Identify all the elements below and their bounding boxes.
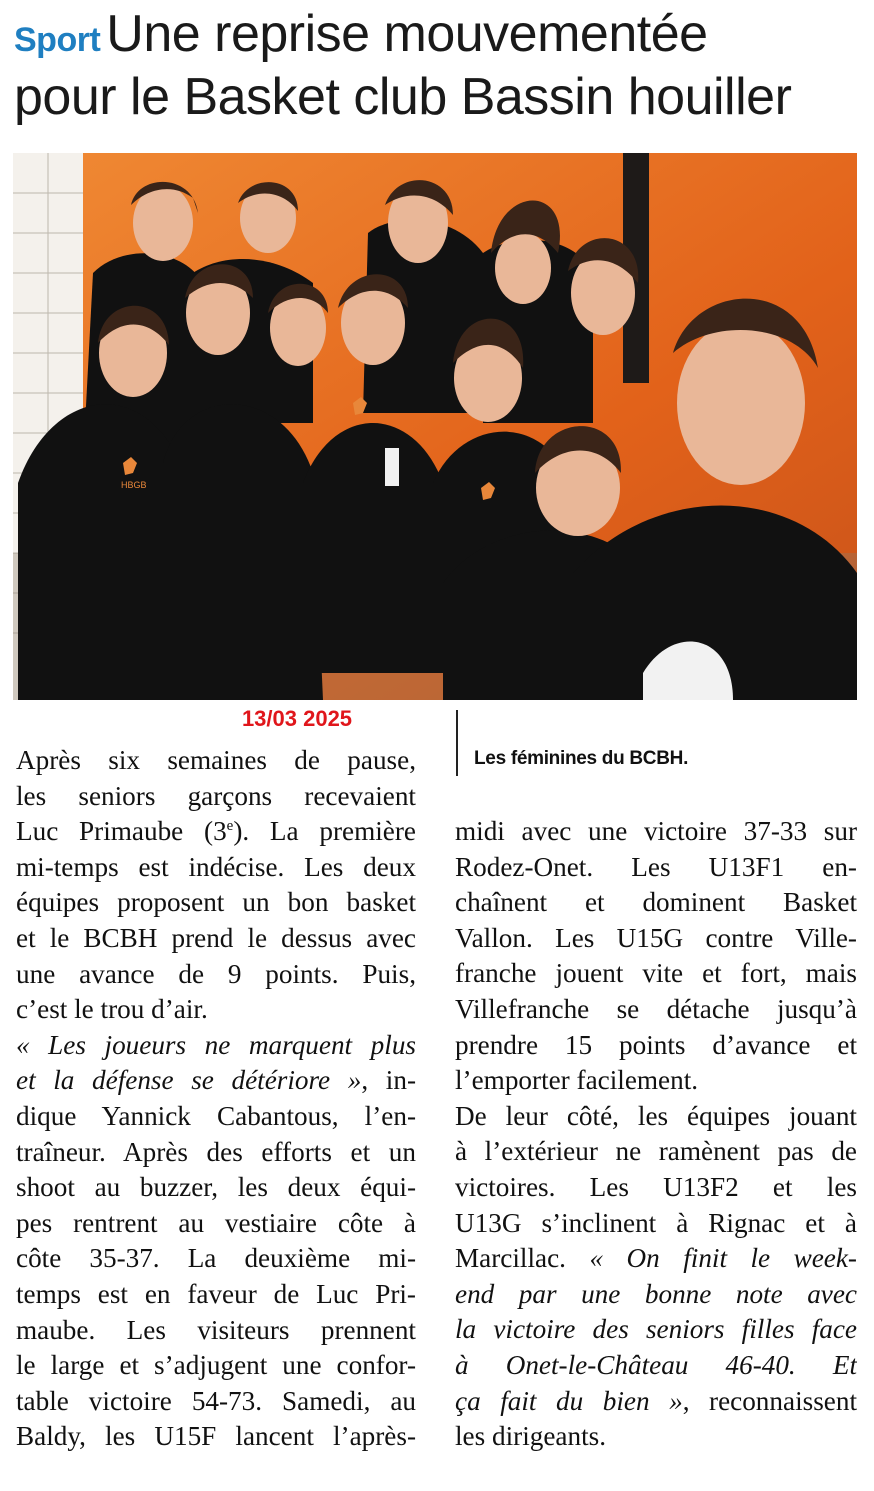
- article-quote: « Les joueurs ne marquent plus: [16, 1029, 416, 1060]
- article-quote: end par une bonne note avec: [455, 1278, 857, 1309]
- article-line: [16, 1206, 416, 1242]
- article-line: [16, 1063, 416, 1099]
- article-text: Baldy, les U15F lancent l’après-: [16, 1421, 416, 1452]
- article-text: le large et s’adjugent une confor-: [16, 1350, 416, 1381]
- article-line: [455, 1099, 857, 1135]
- article-text: midi avec une victoire 37-33 sur: [455, 816, 857, 846]
- article-line: [455, 814, 857, 850]
- date-stamp: 13/03 2025: [241, 706, 353, 731]
- article-line: [16, 814, 416, 850]
- article-text: Marcillac.: [455, 1243, 590, 1274]
- article-line: [16, 1099, 416, 1135]
- article-line: [16, 1419, 416, 1455]
- article-text: Luc Primaube (3: [16, 816, 227, 847]
- article-quote: à Onet-le-Château 46-40. Et: [455, 1349, 857, 1380]
- article-text: Après six semaines de pause,: [16, 745, 416, 775]
- article-text: prendre 15 points d’avance et: [455, 1029, 857, 1060]
- article-line: [16, 743, 416, 779]
- article-text: pes rentrent au vestiaire côte à: [16, 1207, 416, 1238]
- article-line: [455, 956, 857, 992]
- article-text: , in-: [361, 1065, 416, 1096]
- article-text: à l’extérieur ne ramènent pas de: [455, 1136, 857, 1167]
- article-text: shoot au buzzer, les deux équi-: [16, 1172, 416, 1203]
- article-line: [455, 1134, 857, 1170]
- article-line: [16, 885, 416, 921]
- article-line: [455, 1312, 857, 1348]
- article-line: [16, 921, 416, 957]
- section-label: Sport: [14, 21, 101, 59]
- article-text: Vallon. Les U15G contre Ville-: [455, 922, 857, 953]
- article-quote: « On finit le week-: [589, 1243, 857, 1274]
- article-line: [455, 1384, 857, 1420]
- article-line: [16, 1241, 416, 1277]
- article-line: [16, 1170, 416, 1206]
- article-line: [16, 1348, 416, 1384]
- article-line: [455, 1277, 857, 1313]
- article-line: [16, 1028, 416, 1064]
- article-line: [16, 992, 416, 1028]
- article-text: l’emporter facilement.: [455, 1065, 699, 1096]
- article-line: [455, 992, 857, 1028]
- caption-divider: [456, 710, 458, 776]
- article-text: mi-temps est indécise. Les deux: [16, 851, 416, 882]
- article-text: temps est en faveur de Luc Pri-: [16, 1278, 416, 1309]
- article-text: dique Yannick Cabantous, l’en-: [16, 1100, 416, 1131]
- article-text: maube. Les visiteurs prennent: [16, 1314, 416, 1345]
- article-quote: et la défense se détériore »: [16, 1065, 362, 1096]
- article-line: [455, 1028, 857, 1064]
- article-text: table victoire 54-73. Samedi, au: [16, 1385, 416, 1416]
- article-text: , reconnaissent: [682, 1385, 857, 1416]
- article-text: Rodez-Onet. Les U13F1 en-: [455, 851, 857, 882]
- article-text: c’est le trou d’air.: [16, 994, 208, 1025]
- article-quote: ça fait du bien »: [455, 1385, 683, 1416]
- team-photo: [13, 153, 857, 700]
- article-line: [455, 885, 857, 921]
- article-line: [455, 1348, 857, 1384]
- team-photo-illustration: [13, 153, 857, 700]
- article-line: [16, 1277, 416, 1313]
- article-text: ). La première: [233, 816, 416, 847]
- article-line: [455, 1063, 857, 1099]
- photo-caption: Les féminines du BCBH.: [474, 748, 689, 769]
- article-text: U13G s’inclinent à Rignac et à: [455, 1207, 857, 1238]
- article-text: équipes proposent un bon basket: [16, 887, 416, 918]
- article-text: les dirigeants.: [455, 1421, 607, 1452]
- article-line: [16, 1313, 416, 1349]
- article-line: [455, 1419, 857, 1455]
- jersey-mark: HBGB: [121, 480, 147, 490]
- article-line: [455, 1241, 857, 1277]
- article-line: [16, 1135, 416, 1171]
- article-text: côte 35-37. La deuxième mi-: [16, 1243, 416, 1274]
- article-column-1: [16, 743, 416, 1455]
- article-line: [16, 850, 416, 886]
- article-text: victoires. Les U13F2 et les: [455, 1171, 857, 1202]
- article-line: [16, 957, 416, 993]
- title-line-2: pour le Basket club Bassin houiller: [14, 68, 792, 126]
- article-text: franche jouent vite et fort, mais: [455, 958, 857, 989]
- article-text: traîneur. Après des efforts et un: [16, 1136, 416, 1167]
- article-text: les seniors garçons recevaient: [16, 780, 416, 811]
- ordinal-suffix: e: [226, 818, 234, 835]
- headline: [14, 6, 864, 126]
- article-column-2: [455, 814, 857, 1455]
- article-text: chaînent et dominent Basket: [455, 887, 857, 918]
- article-line: [455, 850, 857, 886]
- article-line: [455, 1170, 857, 1206]
- title-line-1: Une reprise mouvementée: [106, 5, 708, 63]
- article-line: [455, 921, 857, 957]
- headline-line-1: [14, 6, 864, 69]
- article-text: une avance de 9 points. Puis,: [16, 958, 416, 989]
- article-line: [16, 779, 416, 815]
- article-text: et le BCBH prend le dessus avec: [16, 922, 416, 953]
- article-line: [16, 1384, 416, 1420]
- article-text: Villefranche se détache jusqu’à: [455, 993, 857, 1024]
- article-line: [455, 1206, 857, 1242]
- article-text: De leur côté, les équipes jouant: [455, 1100, 857, 1131]
- article-quote: la victoire des seniors filles face: [455, 1314, 857, 1345]
